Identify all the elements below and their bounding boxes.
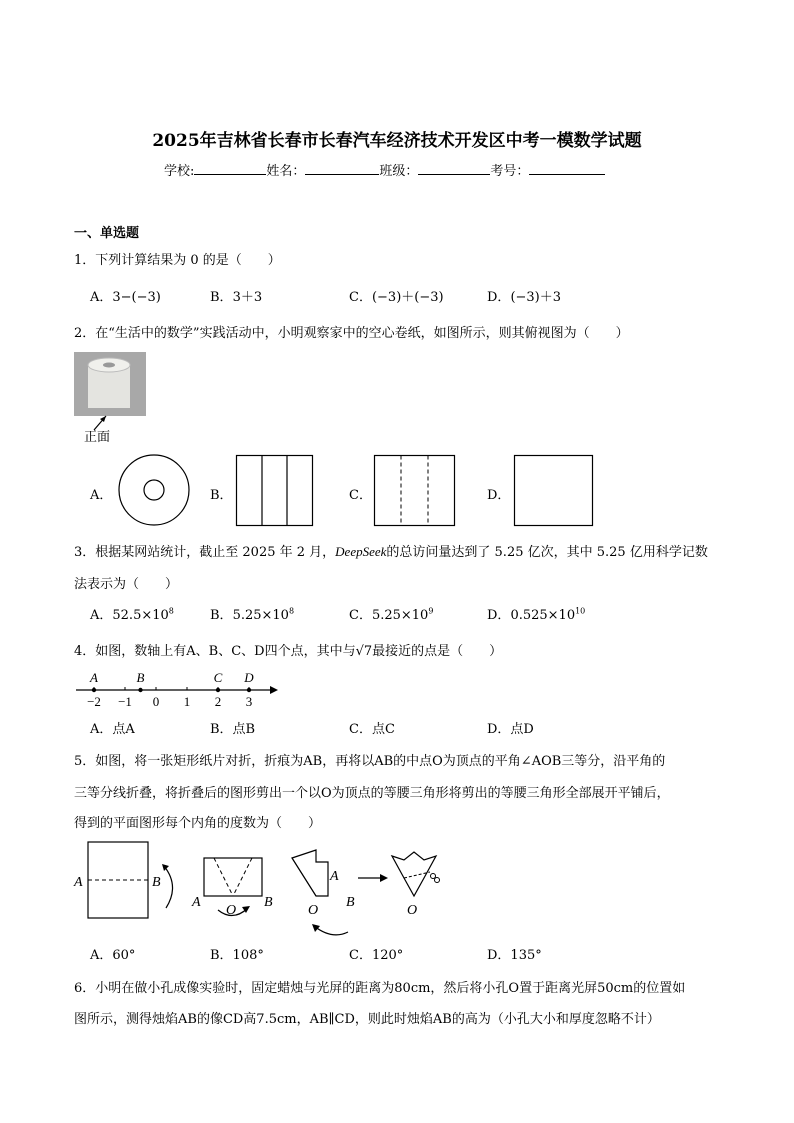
fold-arrow-3 [314, 926, 348, 935]
fold-step3-line [292, 858, 316, 896]
fold-step4-shape [392, 852, 436, 896]
scissors-icon [431, 874, 436, 879]
fold-arrow-1-head-icon [162, 864, 169, 871]
fig-label-b1: B [152, 875, 161, 890]
class-blank [418, 162, 490, 175]
deepseek-text: DeepSeek [335, 544, 387, 559]
question-3-stem-line2: 法表示为（ ） [74, 577, 179, 592]
question-5-stem-line1: 5．如图，将一张矩形纸片对折，折痕为AB，再将以AB的中点O为顶点的平角∠AOB三等分，沿平角的 [74, 754, 666, 769]
q2-option-d-label: D． [487, 488, 511, 503]
q1-option-a: A．3−(−3) [90, 290, 161, 305]
q5-option-d: D．135° [487, 948, 542, 963]
number-line-point-label: C [213, 670, 223, 685]
question-5-stem-line3: 得到的平面图形每个内角的度数为（ ） [74, 816, 322, 831]
question-6-stem-line1: 6．小明在做小孔成像实验时，固定蜡烛与光屏的距离为80cm，然后将小孔O置于距离光屏50cm的位置如 [74, 981, 686, 996]
number-line-point-label: A [90, 670, 98, 685]
q2-option-d-square [514, 455, 594, 527]
question-4-stem: 4．如图，数轴上有A、B、C、D四个点，其中与√7最接近的点是（ ） [74, 644, 503, 659]
fold-arrow-3-head-icon [312, 924, 320, 932]
number-line-tick-label: −1 [118, 694, 132, 709]
q4-option-a: A．点A [90, 722, 135, 737]
question-3-stem-line1: 3．根据某网站统计，截止至 2025 年 2 月，DeepSeek的总访问量达到了 5.25 亿次，其中 5.25 亿用科学记数 [74, 544, 708, 560]
q4-option-d: D．点D [487, 722, 534, 737]
q5-option-b: B．108° [210, 948, 264, 963]
q3-option-a: A．$52.5\times 10^8$ [90, 606, 174, 623]
question-5-stem-line2: 三等分线折叠，将折叠后的图形剪出一个以O为顶点的等腰三角形将剪出的等腰三角形全部展开平铺后， [74, 786, 670, 801]
number-line [74, 670, 284, 710]
q2-option-a-rings [118, 454, 190, 526]
number-line-point-label: D [244, 670, 254, 685]
fold-arrow-1 [164, 866, 173, 908]
fig-label-a3: A [330, 869, 339, 884]
q2-option-a-label: A． [90, 488, 113, 503]
number-line-point-a [92, 688, 96, 692]
name-blank [305, 162, 379, 175]
fold-arrow-right-head-icon [380, 874, 388, 882]
exam-no-label: 考号： [490, 164, 530, 179]
q5-option-a: A．60° [90, 948, 136, 963]
question-6-stem-line2: 图所示，测得烛焰AB的像CD高7.5cm，AB∥CD，则此时烛焰AB的高为（小孔大小和厚度忽略不计） [74, 1012, 660, 1027]
number-line-arrow-icon [270, 686, 278, 694]
q1-option-b: B．3＋3 [210, 290, 263, 305]
school-blank [194, 162, 266, 175]
q2-option-b-solid-lines [236, 455, 314, 527]
student-info [164, 160, 605, 179]
q3-option-c: C．$5.25\times 10^9$ [349, 606, 434, 623]
q2-option-c-dashed-lines [374, 455, 456, 527]
q3-option-b: B．$5.25\times 10^8$ [210, 606, 295, 623]
q1-option-c: C．(−3)＋(−3) [349, 290, 444, 305]
number-line-tick-label: 2 [214, 694, 222, 709]
photo-caption: 正面 [84, 430, 111, 445]
fold-step3-shape [292, 850, 328, 896]
question-2-stem: 2．在“生活中的数学”实践活动中，小明观察家中的空心卷纸，如图所示，则其俯视图为（ ） [74, 326, 629, 341]
fig-label-a2: A [192, 895, 201, 910]
fold-step2-rect [204, 858, 262, 896]
fig-label-o2: O [226, 903, 237, 918]
number-line-point-label: B [136, 670, 145, 685]
number-line-tick-label: 0 [152, 694, 160, 709]
fold-step2-line2 [233, 858, 252, 896]
q4-option-b: B．点B [210, 722, 256, 737]
class-label: 班级： [379, 164, 419, 179]
number-line-tick-label: 1 [183, 694, 191, 709]
section-heading: 一、单选题 [74, 226, 140, 241]
page-title: 2025年吉林省长春市长春汽车经济技术开发区中考一模数学试题 [152, 131, 642, 151]
number-line-point-c [216, 688, 220, 692]
q3-option-d: D．$0.525\times 10^{10}$ [487, 606, 586, 623]
fold-step2-line1 [214, 858, 233, 896]
fig-label-o3: O [308, 903, 319, 918]
question-1-stem: 1．下列计算结果为 0 的是（ ） [74, 253, 281, 268]
number-line-point-b [138, 688, 142, 692]
name-label: 姓名： [266, 164, 306, 179]
fig-label-o4: O [407, 903, 418, 918]
fig-label-a1: A [74, 875, 83, 890]
school-label: 学校: [164, 164, 195, 179]
number-line-point-d [247, 688, 251, 692]
number-line-tick-label: 3 [245, 694, 253, 709]
q5-option-c: C．120° [349, 948, 404, 963]
q2-option-b-label: B． [210, 488, 233, 503]
q1-option-d: D．(−3)＋3 [487, 290, 562, 305]
q2-option-c-label: C． [349, 488, 372, 503]
fig-label-b2: B [264, 895, 273, 910]
fig-label-b3: B [346, 895, 355, 910]
paper-folding-figure [70, 838, 450, 942]
exam-no-blank [529, 162, 605, 175]
q4-option-c: C．点C [349, 722, 395, 737]
number-line-tick-label: −2 [87, 694, 101, 709]
